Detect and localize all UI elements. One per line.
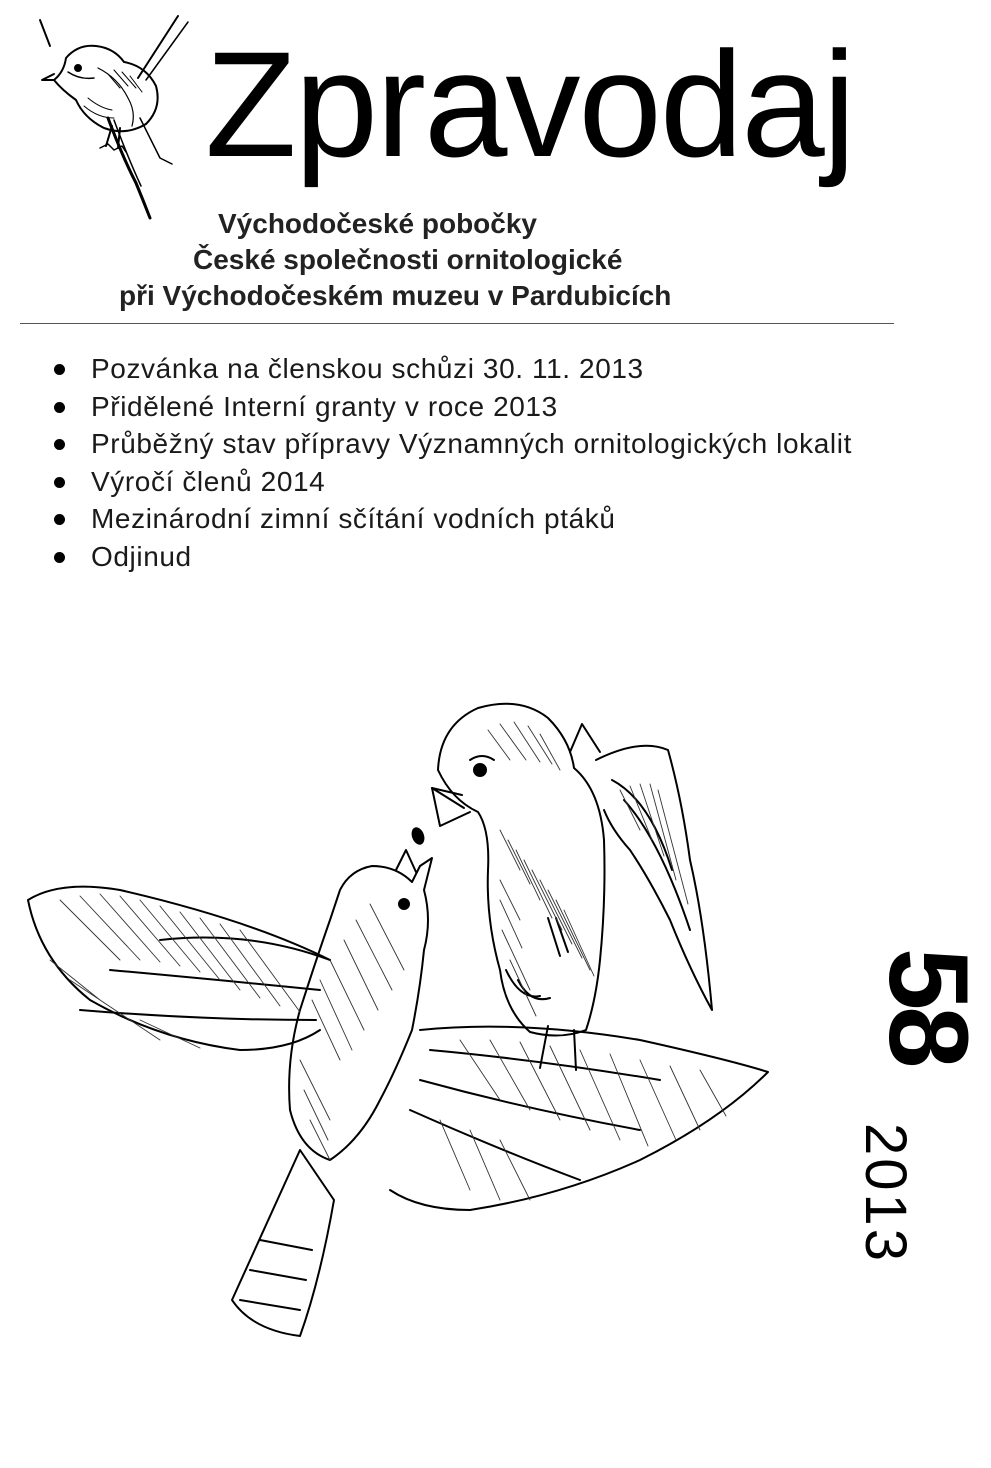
contents-item-label: Pozvánka na členskou schůzi 30. 11. 2013 bbox=[91, 353, 644, 384]
bullet-dot-icon bbox=[54, 477, 65, 488]
newsletter-title: Zpravodaj bbox=[205, 20, 855, 188]
perched-adult-bird bbox=[432, 704, 712, 1070]
contents-item bbox=[54, 500, 852, 538]
publisher-subtitle bbox=[20, 206, 894, 314]
issue-year: 2013 bbox=[853, 1123, 918, 1265]
bullet-dot-icon bbox=[54, 364, 65, 375]
subtitle-line: České společnosti ornitologické bbox=[193, 244, 623, 275]
issue-label bbox=[853, 948, 991, 1268]
bullet-dot-icon bbox=[54, 439, 65, 450]
contents-item-label: Přidělené Interní granty v roce 2013 bbox=[91, 390, 558, 422]
bullet-dot-icon bbox=[54, 552, 65, 563]
contents-item bbox=[54, 425, 852, 463]
subtitle-line: Východočeské pobočky bbox=[218, 208, 538, 239]
bullet-dot-icon bbox=[54, 402, 65, 413]
contents-item-label: Výročí členů 2014 bbox=[91, 465, 326, 497]
contents-item bbox=[54, 388, 852, 426]
contents-item-label: Mezinárodní zimní sčítání vodních ptáků bbox=[91, 503, 616, 534]
bullet-dot-icon bbox=[54, 514, 65, 525]
two-birds-feeding-illustration bbox=[0, 585, 830, 1468]
contents-item-label: Odjinud bbox=[91, 540, 192, 572]
subtitle-line: při Východočeském muzeu v Pardubicích bbox=[119, 280, 672, 311]
flying-young-bird bbox=[28, 850, 768, 1336]
contents-item-label: Průběžný stav přípravy Významných ornitologických lokalit bbox=[91, 428, 852, 459]
contents-list bbox=[54, 350, 852, 575]
contents-item bbox=[54, 350, 852, 388]
contents-item bbox=[54, 463, 852, 501]
seed-icon bbox=[409, 825, 426, 846]
perched-bird-logo-icon bbox=[28, 8, 203, 223]
perched-bird-hatching bbox=[488, 722, 688, 1016]
header-divider bbox=[20, 323, 894, 324]
contents-item bbox=[54, 538, 852, 576]
issue-number: 58 bbox=[866, 948, 991, 1065]
flying-bird-hatching bbox=[50, 894, 726, 1200]
